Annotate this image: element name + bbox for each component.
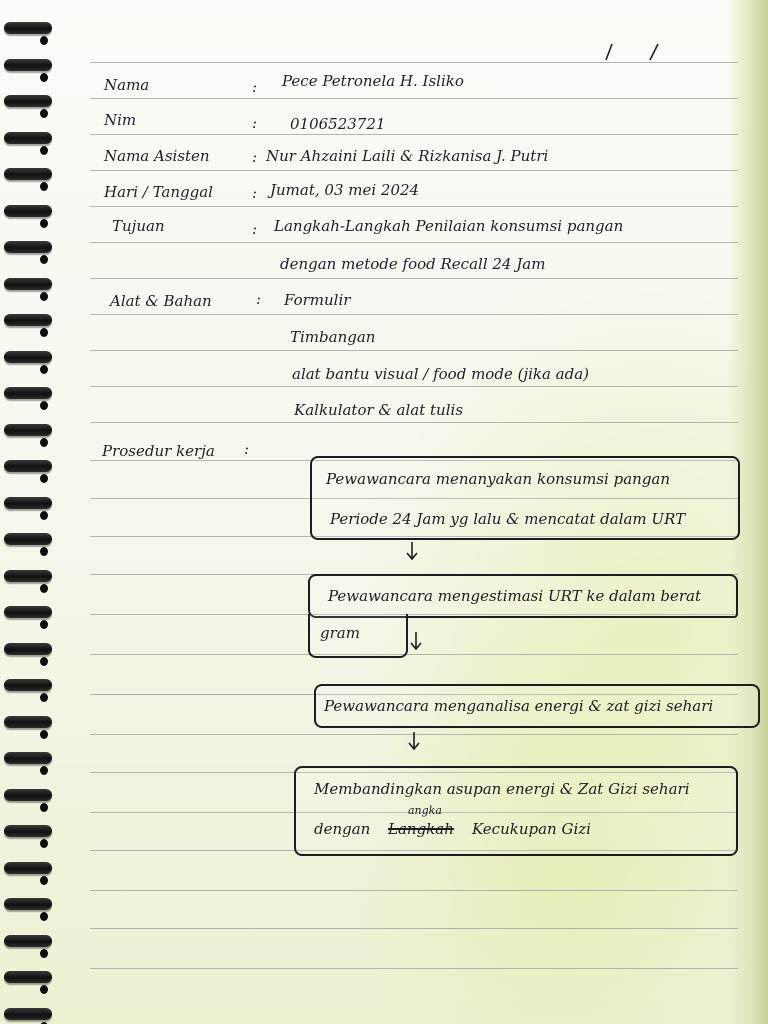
flow-step-4 [294,766,738,856]
punch-hole [40,474,48,483]
spiral-ring [4,971,52,983]
ruled-line [90,62,738,63]
flow-step-text-start: dengan [314,820,371,838]
punch-hole [40,766,48,775]
flow-step-inserted-word: angka [408,804,442,817]
punch-hole [40,730,48,739]
spiral-ring [4,898,52,910]
arrow-down-icon [402,540,422,562]
value-nama: Pece Petronela H. Isliko [282,72,464,90]
value-tujuan-line2: dengan metode food Recall 24 Jam [280,255,546,273]
punch-hole [40,328,48,337]
punch-hole [40,401,48,410]
alat-item: Timbangan [290,328,376,346]
label-hari-tanggal: Hari / Tanggal [104,183,213,201]
ruled-line [90,386,738,387]
punch-hole [40,657,48,666]
spiral-ring [4,241,52,253]
alat-item: Kalkulator & alat tulis [294,401,464,419]
sep-nama-asisten: : [252,148,258,166]
spiral-ring [4,460,52,472]
sep-alat-bahan: : [256,290,262,308]
spiral-ring [4,606,52,618]
spiral-ring [4,1008,52,1020]
punch-hole [40,146,48,155]
flow-step-struck-word: Langkah [388,820,454,838]
punch-hole [40,839,48,848]
flow-step-text: Pewawancara mengestimasi URT ke dalam berat [328,587,702,605]
punch-hole [40,255,48,264]
punch-hole [40,73,48,82]
sep-prosedur: : [244,440,250,458]
punch-hole [40,36,48,45]
arrow-down-icon [406,630,426,652]
label-nama: Nama [104,76,150,94]
label-nama-asisten: Nama Asisten [104,147,210,165]
sep-nama: : [252,78,258,96]
punch-hole [40,292,48,301]
spiral-ring [4,679,52,691]
flow-step-text: Pewawancara menanyakan konsumsi pangan [326,470,671,488]
punch-hole [40,365,48,374]
spiral-ring [4,716,52,728]
punch-hole [40,912,48,921]
spiral-ring [4,205,52,217]
label-tujuan: Tujuan [112,217,165,235]
ruled-line [90,422,738,423]
spiral-ring [4,168,52,180]
punch-hole [40,803,48,812]
punch-hole [40,109,48,118]
ruled-line [90,134,738,135]
ruled-line [90,314,738,315]
spiral-ring [4,314,52,326]
punch-hole [40,693,48,702]
punch-hole [40,547,48,556]
punch-hole [40,182,48,191]
spiral-ring [4,752,52,764]
flow-step-2-tail [308,614,408,658]
corner-marks [598,42,668,62]
alat-item: Formulir [284,291,351,309]
ruled-line [90,242,738,243]
ruled-line [90,890,738,891]
punch-hole [40,985,48,994]
flow-step-text: Periode 24 Jam yg lalu & mencatat dalam URT [330,510,686,528]
spiral-ring [4,570,52,582]
value-nama-asisten: Nur Ahzaini Laili & Rizkanisa J. Putri [266,147,549,165]
spiral-ring [4,387,52,399]
spiral-ring [4,935,52,947]
flow-step-1 [310,456,740,540]
sep-nim: : [252,114,258,132]
flow-step-2 [308,574,738,618]
ruled-line [90,968,738,969]
spiral-ring [4,862,52,874]
flow-step-3 [314,684,760,728]
label-prosedur: Prosedur kerja [102,442,215,460]
flow-step-text: Membandingkan asupan energi & Zat Gizi sehari [314,780,690,798]
spiral-ring [4,95,52,107]
spiral-ring [4,59,52,71]
spiral-ring [4,132,52,144]
ruled-line [90,350,738,351]
flow-step-text: gram [320,624,360,642]
value-nim: 0106523721 [290,115,386,133]
spiral-ring [4,424,52,436]
sep-hari-tanggal: : [252,184,258,202]
flow-step-text-end: Kecukupan Gizi [472,820,591,838]
arrow-down-icon [404,730,424,752]
ruled-line [90,206,738,207]
punch-hole [40,620,48,629]
punch-hole [40,438,48,447]
punch-hole [40,219,48,228]
spiral-ring [4,643,52,655]
spiral-ring [4,497,52,509]
spiral-ring [4,533,52,545]
flow-step-text: Pewawancara menganalisa energi & zat gizi sehari [324,697,714,715]
label-nim: Nim [104,111,137,129]
spiral-ring [4,278,52,290]
spiral-ring [4,789,52,801]
ruled-line [90,98,738,99]
spiral-ring [4,351,52,363]
sep-tujuan: : [252,220,258,238]
ruled-line [90,928,738,929]
value-tujuan: Langkah-Langkah Penilaian konsumsi pangan [274,217,624,235]
punch-hole [40,584,48,593]
label-alat-bahan: Alat & Bahan [110,292,212,310]
spiral-ring [4,825,52,837]
value-hari-tanggal: Jumat, 03 mei 2024 [270,181,420,199]
ruled-line [90,654,738,655]
punch-hole [40,511,48,520]
ruled-line [90,278,738,279]
ruled-line [90,170,738,171]
alat-item: alat bantu visual / food mode (jika ada) [292,365,590,383]
punch-hole [40,876,48,885]
spiral-binding [0,0,60,1024]
punch-hole [40,949,48,958]
spiral-ring [4,22,52,34]
